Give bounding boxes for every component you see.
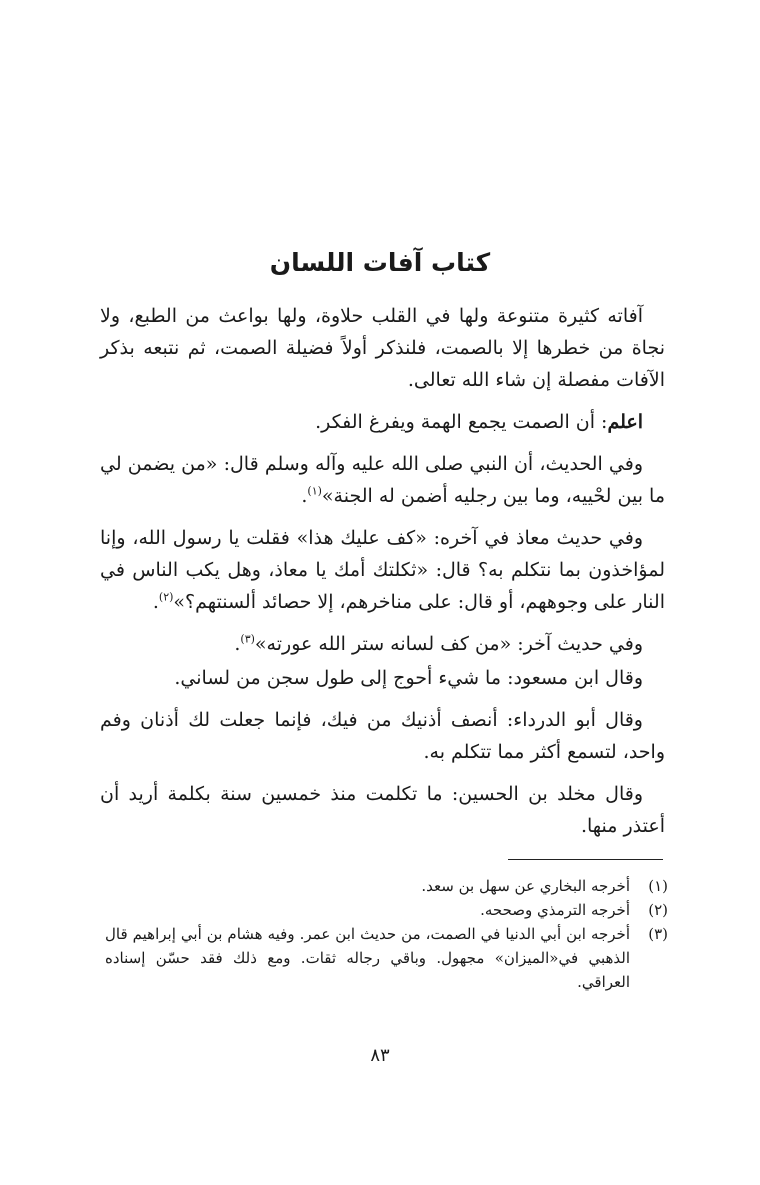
know-text: : أن الصمت يجمع الهمة ويفرغ الفكر. [315, 411, 608, 433]
footnote-number: (١) [648, 877, 668, 895]
footnote-text: أخرجه الترمذي وصححه. [480, 901, 630, 919]
footnote-ref-2[interactable]: (٢) [158, 590, 174, 604]
paragraph-know [100, 406, 665, 438]
page-number: ٨٣ [370, 1045, 390, 1066]
paragraph-intro: آفاته كثيرة متنوعة ولها في القلب حلاوة، ولها بواعث من الطبع، ولا نجاة من خطرها إلا بالصمت، فلنذكر أولاً فضيلة الصمت، ثم نتبعه بذكر الآفات مفصلة إن شاء الله تعالى. [100, 305, 665, 391]
paragraph-hadith-other: وفي حديث آخر: «من كف لسانه ستر الله عورته»$^{(٣)}$. [234, 632, 643, 655]
hadith-other-text: وفي حديث آخر: «من كف لسانه ستر الله عورته» [254, 633, 643, 655]
footnote-ref-3[interactable]: (٣) [240, 632, 255, 646]
paragraph-hadith-1: وفي الحديث، أن النبي صلى الله عليه وآله وسلم قال: «من يضمن لي ما بين لحْييه، وما بين رجليه أضمن له الجنة»$^{(١)}$. [100, 453, 665, 507]
hadith-1-text: وفي الحديث، أن النبي صلى الله عليه وآله وسلم قال: «من يضمن لي ما بين لحْييه، وما بين رجليه أضمن له الجنة» [100, 453, 665, 507]
footnotes [105, 874, 668, 994]
chapter-title: كتاب آفات اللسان [269, 248, 491, 277]
footnote-number: (٣) [648, 925, 668, 943]
footnote-ref-1[interactable]: (١) [307, 484, 322, 498]
paragraph-abu-darda: وقال أبو الدرداء: أنصف أذنيك من فيك، فإنما جعلت لك أذنان وفم واحد، لتسمع أكثر مما تتكلم به. [100, 709, 665, 763]
paragraph-hadith-muadh: وفي حديث معاذ في آخره: «كف عليك هذا» فقلت يا رسول الله، وإنا لمؤاخذون بما نتكلم به؟ قال: «ثكلتك أمك يا معاذ، وهل يكب الناس في النار على وجوههم، أو قال: على مناخرهم، إلا حصائد ألسنتهم؟»$^{(٢)}$. [100, 527, 665, 613]
footnote-number: (٢) [648, 901, 668, 919]
footnote-1 [105, 874, 668, 898]
main-text [100, 300, 665, 852]
know-label: اعلم [607, 411, 643, 433]
hadith-muadh-text: وفي حديث معاذ في آخره: «كف عليك هذا» فقلت يا رسول الله، وإنا لمؤاخذون بما نتكلم به؟ قال: «ثكلتك أمك يا معاذ، وهل يكب الناس في النار على وجوههم، أو قال: على مناخرهم، إلا حصائد ألسنتهم؟» [100, 527, 665, 613]
footnote-text: أخرجه ابن أبي الدنيا في الصمت، من حديث ابن عمر. وفيه هشام بن أبي إبراهيم قال الذهبي في«الميزان» مجهول. وباقي رجاله ثقات. ومع ذلك فقد حسّن إسناده العراقي. [105, 925, 630, 991]
footnote-text: أخرجه البخاري عن سهل بن سعد. [421, 877, 630, 895]
footnote-3 [105, 922, 668, 994]
footnote-2 [105, 898, 668, 922]
footnote-divider [508, 859, 663, 860]
paragraph-ibn-masud: وقال ابن مسعود: ما شيء أحوج إلى طول سجن من لساني. [174, 667, 643, 689]
paragraph-makhlad: وقال مخلد بن الحسين: ما تكلمت منذ خمسين سنة بكلمة أريد أن أعتذر منها. [100, 783, 665, 837]
